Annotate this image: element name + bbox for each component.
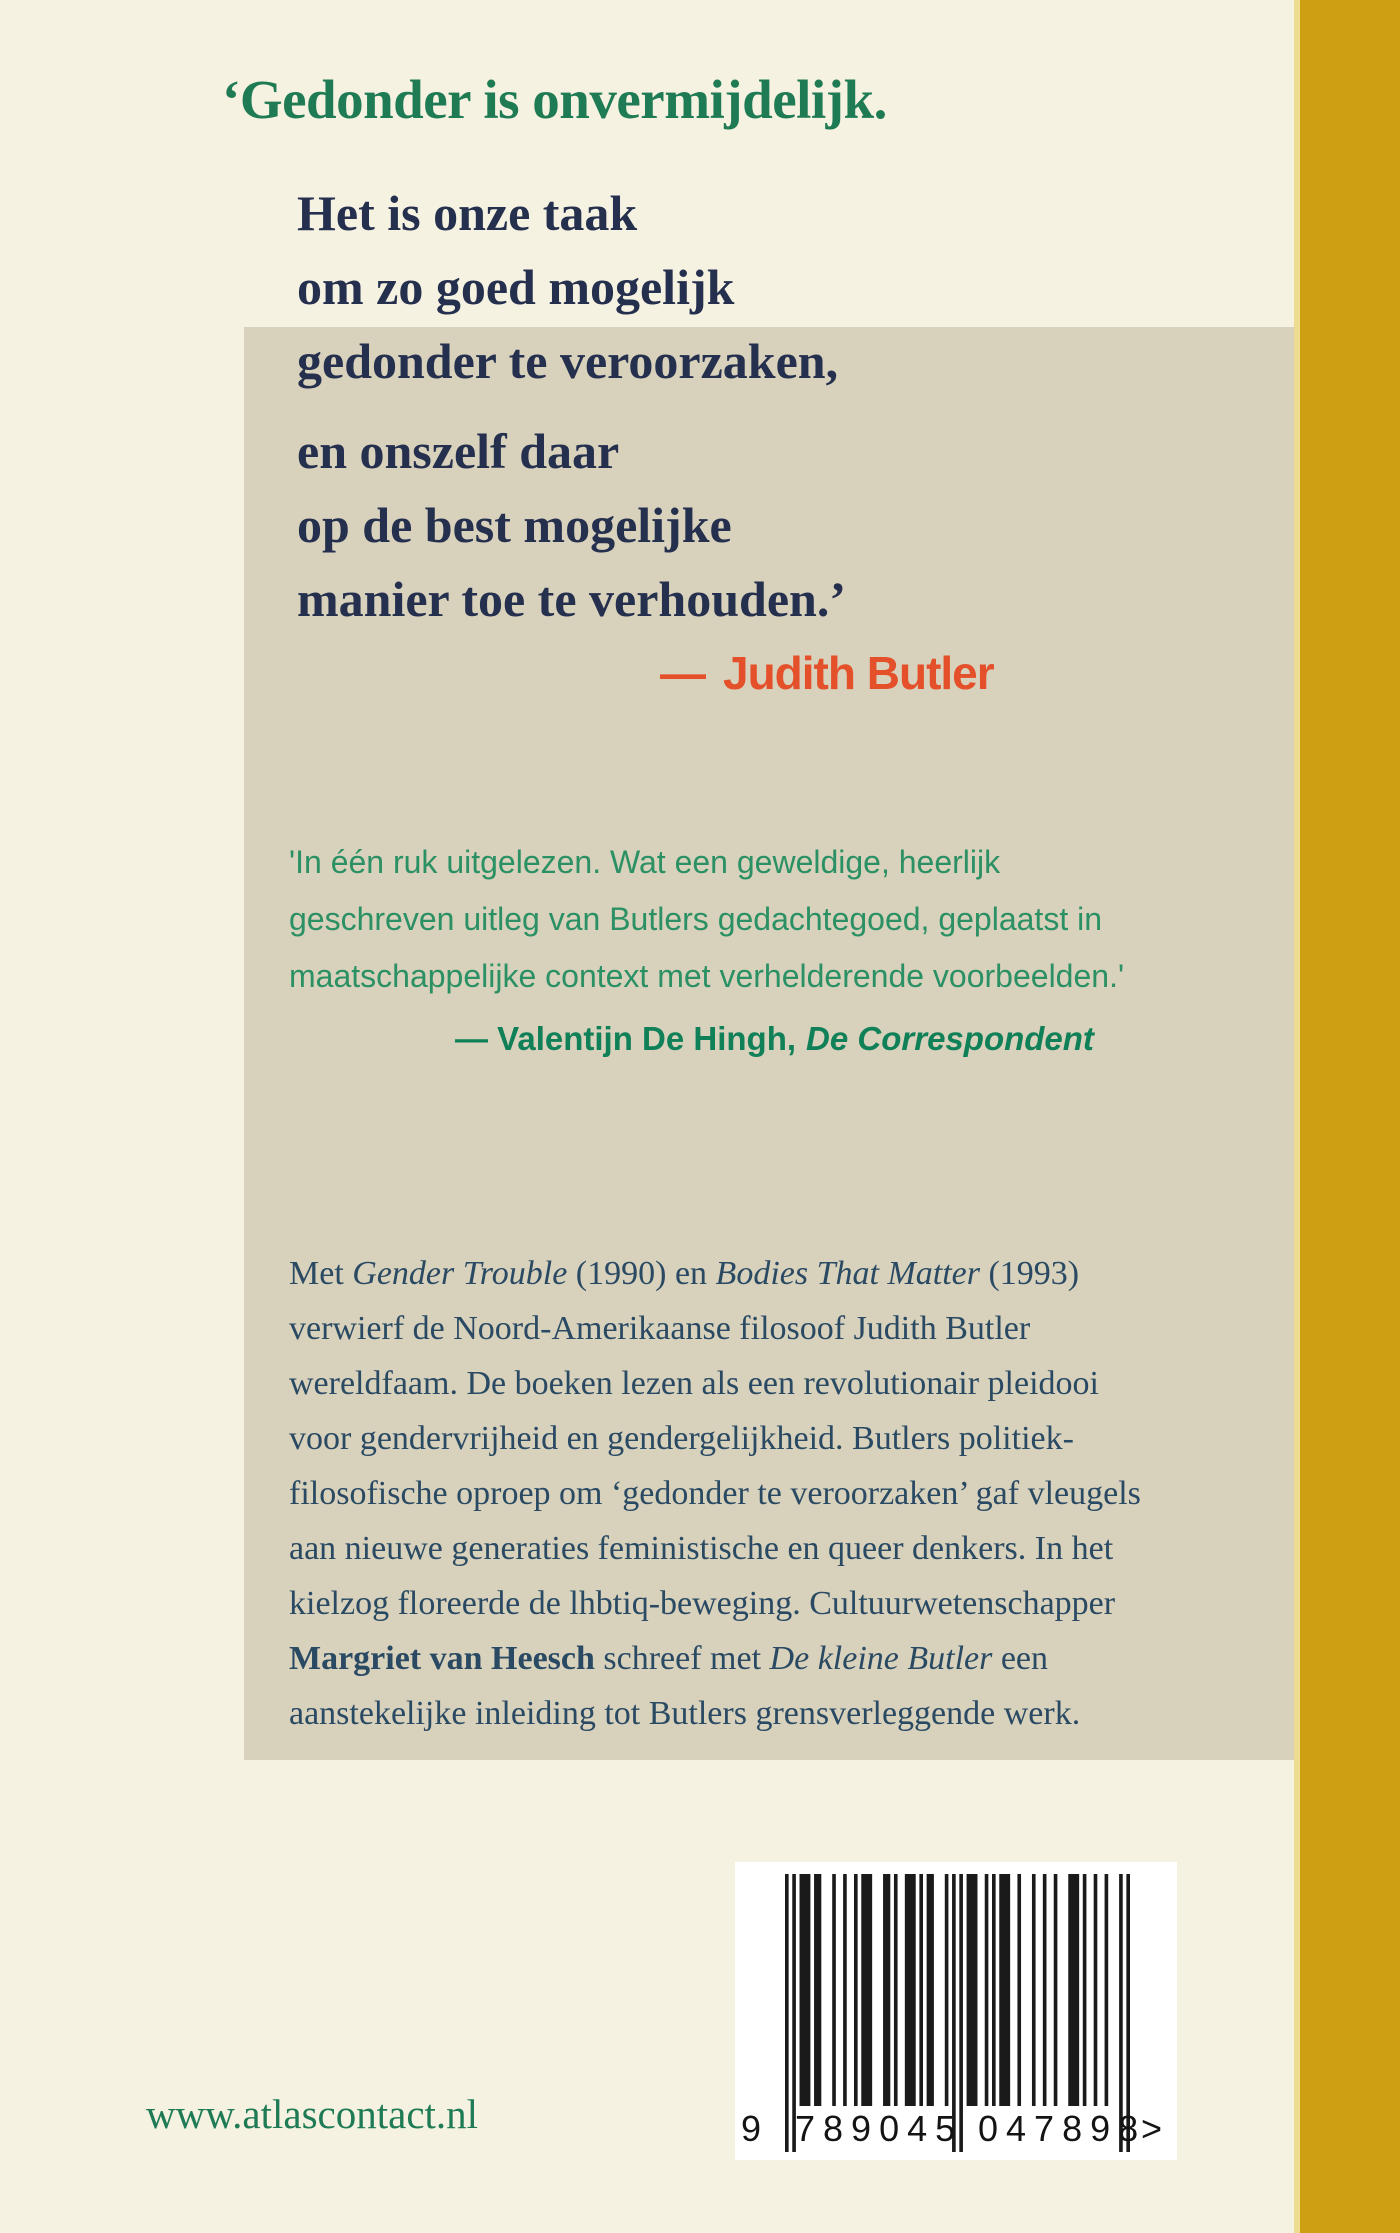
pull-quote-line: op de best mogelijke bbox=[297, 497, 732, 553]
blurb-line: verwierf de Noord-Amerikaanse filosoof Judith Butler bbox=[289, 1310, 1031, 1347]
ean-group-1: 789045 bbox=[795, 2108, 964, 2149]
spine-stripe bbox=[1294, 0, 1400, 2233]
blurb-line: wereldfaam. De boeken lezen als een revolutionair pleidooi bbox=[289, 1365, 1099, 1402]
blurb-paragraph bbox=[289, 1246, 1141, 1741]
pull-quote-line: manier toe te verhouden.’ bbox=[297, 571, 846, 627]
pull-quote bbox=[297, 176, 846, 636]
pull-quote-line: en onszelf daar bbox=[297, 423, 620, 479]
blurb-line: Margriet van Heesch schreef met De kleine Butler een bbox=[289, 1640, 1049, 1677]
pull-quote-line: gedonder te veroorzaken, bbox=[297, 333, 839, 389]
em-dash: — bbox=[660, 647, 705, 699]
pull-quote-line: Het is onze taak bbox=[297, 185, 638, 241]
blurb-line: aan nieuwe generaties feministische en queer denkers. In het bbox=[289, 1530, 1114, 1567]
blurb-line: filosofische oproep om ‘gedonder te veroorzaken’ gaf vleugels bbox=[289, 1475, 1141, 1512]
review-attribution bbox=[455, 1020, 1094, 1058]
ean-group-2: 047898 bbox=[978, 2108, 1147, 2149]
blurb-line: Met Gender Trouble (1990) en Bodies That Matter (1993) bbox=[289, 1255, 1080, 1292]
review-attribution-source: De Correspondent bbox=[806, 1020, 1094, 1057]
review-quote-line: 'In één ruk uitgelezen. Wat een geweldige, heerlijk bbox=[289, 844, 1001, 880]
author-name: Judith Butler bbox=[723, 647, 994, 699]
barcode-digits bbox=[735, 2108, 1177, 2152]
publisher-url: www.atlascontact.nl bbox=[146, 2091, 479, 2137]
review-quote-line: maatschappelijke context met verhelderende voorbeelden.' bbox=[289, 958, 1125, 994]
review-quote bbox=[289, 834, 1124, 1005]
ean-first-digit: 9 bbox=[741, 2108, 762, 2149]
review-attribution-name: — Valentijn De Hingh, bbox=[455, 1020, 797, 1057]
review-quote-line: geschreven uitleg van Butlers gedachtegoed, geplaatst in bbox=[289, 901, 1102, 937]
pull-quote-attribution bbox=[660, 646, 994, 700]
ean-quiet-zone-arrow: > bbox=[1141, 2108, 1163, 2149]
pull-quote-line: om zo goed mogelijk bbox=[297, 259, 735, 315]
barcode-label bbox=[735, 1862, 1177, 2160]
blurb-line: kielzog floreerde de lhbtiq-beweging. Cultuurwetenschapper bbox=[289, 1585, 1116, 1622]
headline-quote: ‘Gedonder is onvermijdelijk. bbox=[222, 69, 887, 130]
blurb-line: voor gendervrijheid en gendergelijkheid. Butlers politiek- bbox=[289, 1420, 1074, 1457]
blurb-line: aanstekelijke inleiding tot Butlers grensverleggende werk. bbox=[289, 1695, 1081, 1732]
